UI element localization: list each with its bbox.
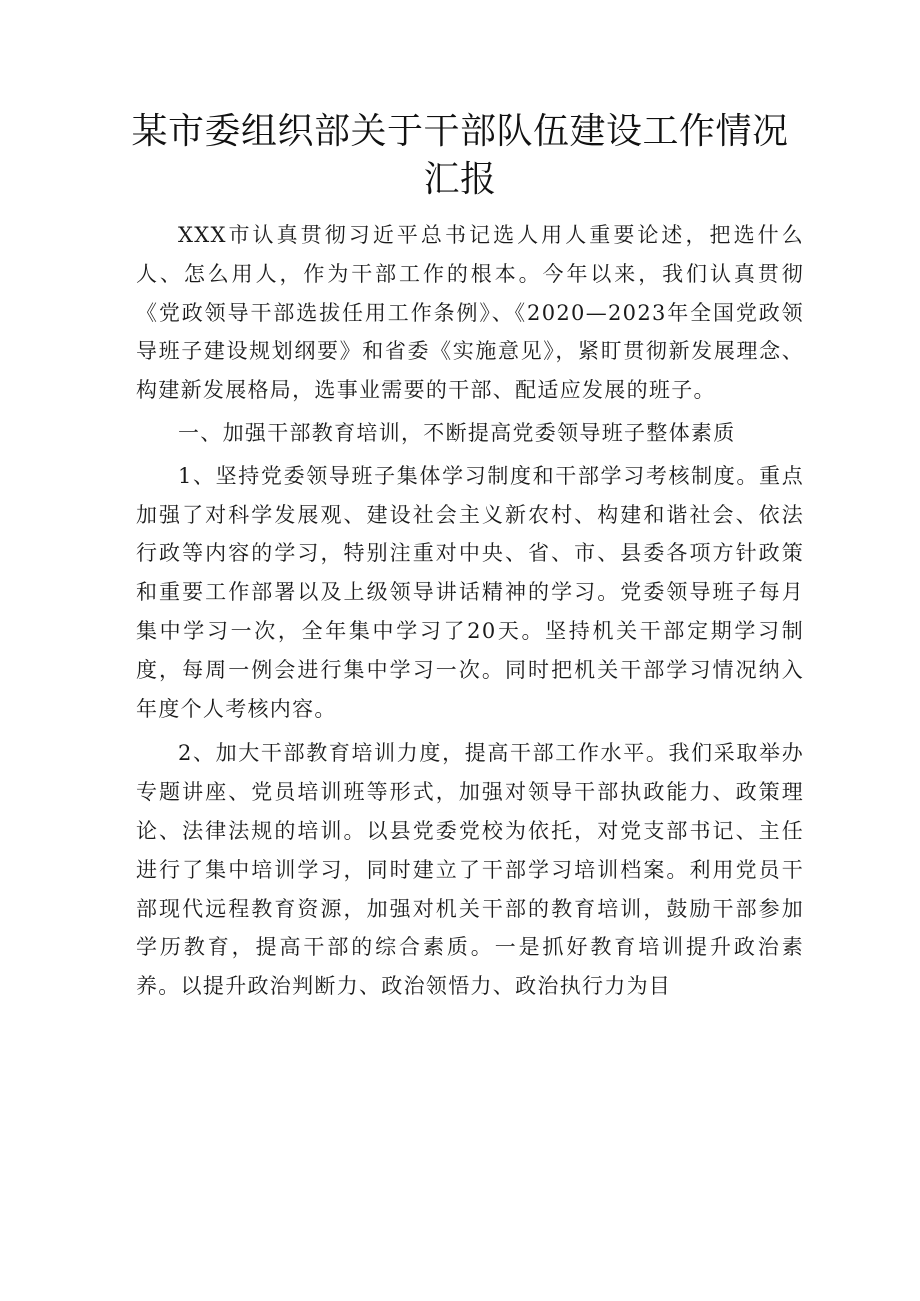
paragraph-item-2: 2、加大干部教育培训力度，提高干部工作水平。我们采取举办专题讲座、党员培训班等形式，加强对领导干部执政能力、政策理论、法律法规的培训。以县党委党校为依托，对党支部书记、主任进行了集中培训学习，同时建立了干部学习培训档案。利用党员干部现代远程教育资源，加强对机关干部的教育培训，鼓励干部参加学历教育，提高干部的综合素质。一是抓好教育培训提升政治素养。以提升政治判断力、政治领悟力、政治执行力为目 [136,741,804,999]
paragraph-item-1: 1、坚持党委领导班子集体学习制度和干部学习考核制度。重点加强了对科学发展观、建设社会主义新农村、构建和谐社会、依法行政等内容的学习，特别注重对中央、省、市、县委各项方针政策和重要工作部署以及上级领导讲话精神的学习。党委领导班子每月集中学习一次，全年集中学习了20天。坚持机关干部定期学习制度，每周一例会进行集中学习一次。同时把机关干部学习情况纳入年度个人考核内容。 [136,463,804,721]
intro-paragraph: XXX市认真贯彻习近平总书记选人用人重要论述，把选什么人、怎么用人，作为干部工作的根本。今年以来，我们认真贯彻《党政领导干部选拔任用工作条例》、《2020—2023年全国党政领导班子建设规划纲要》和省委《实施意见》，紧盯贯彻新发展理念、构建新发展格局，选事业需要的干部、配适应发展的班子。 [136,223,804,403]
section-heading-1: 一、加强干部教育培训，不断提高党委领导班子整体素质 [178,420,736,445]
document-title: 某市委组织部关于干部队伍建设工作情况汇报 [131,111,789,200]
document-body [136,216,804,1006]
